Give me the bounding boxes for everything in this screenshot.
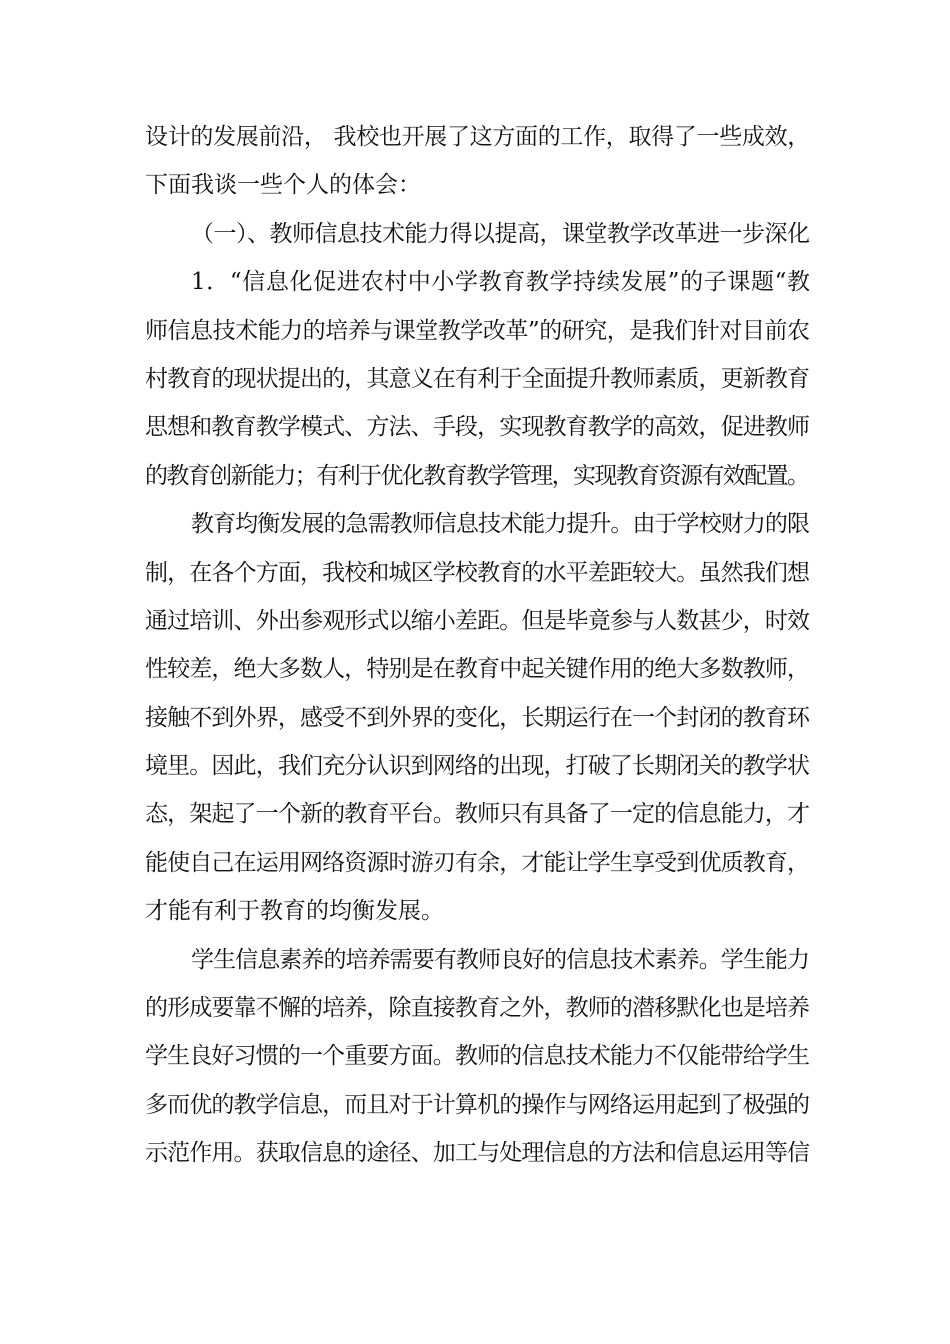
text-line: 下面我谈一些个人的体会：: [145, 172, 421, 199]
text-line: 1．“信息化促进农村中小学教育教学持续发展”的子课题“教: [191, 269, 811, 296]
text-line: 境里。因此，我们充分认识到网络的出现，打破了长期闭关的教学状: [145, 753, 810, 780]
text-line: 师信息技术能力的培养与课堂教学改革”的研究，是我们针对目前农: [145, 317, 810, 344]
text-line: 通过培训、外出参观形式以缩小差距。但是毕竟参与人数甚少，时效: [145, 607, 810, 634]
text-line: 村教育的现状提出的，其意义在有利于全面提升教师素质，更新教育: [145, 365, 810, 392]
text-line: 学生信息素养的培养需要有教师良好的信息技术素养。学生能力: [191, 946, 810, 973]
text-line: 思想和教育教学模式、方法、手段，实现教育教学的高效，促进教师: [145, 414, 810, 441]
text-line: 态，架起了一个新的教育平台。教师只有具备了一定的信息能力，才: [145, 801, 810, 828]
text-line: 接触不到外界，感受不到外界的变化，长期运行在一个封闭的教育环: [145, 704, 810, 731]
text-line: 示范作用。获取信息的途径、加工与处理信息的方法和信息运用等信: [145, 1140, 810, 1167]
text-line: 的形成要靠不懈的培养，除直接教育之外，教师的潜移默化也是培养: [145, 995, 810, 1022]
section-heading: （一）、教师信息技术能力得以提高，课堂教学改革进一步深化: [191, 220, 810, 247]
text-line: 制，在各个方面，我校和城区学校教育的水平差距较大。虽然我们想: [145, 559, 810, 586]
text-line: 多而优的教学信息，而且对于计算机的操作与网络运用起到了极强的: [145, 1091, 810, 1118]
text-line: 性较差，绝大多数人，特别是在教育中起关键作用的绝大多数教师，: [145, 656, 810, 683]
body-text: [145, 113, 810, 1178]
text-line: 教育均衡发展的急需教师信息技术能力提升。由于学校财力的限: [191, 511, 810, 538]
text-line: 的教育创新能力；有利于优化教育教学管理，实现教育资源有效配置。: [145, 462, 809, 489]
text-line: 设计的发展前沿， 我校也开展了这方面的工作，取得了一些成效，: [145, 124, 810, 150]
text-line: 学生良好习惯的一个重要方面。教师的信息技术能力不仅能带给学生: [145, 1043, 810, 1070]
text-line: 才能有利于教育的均衡发展。: [145, 898, 444, 925]
text-line: 能使自己在运用网络资源时游刃有余，才能让学生享受到优质教育，: [145, 849, 810, 876]
